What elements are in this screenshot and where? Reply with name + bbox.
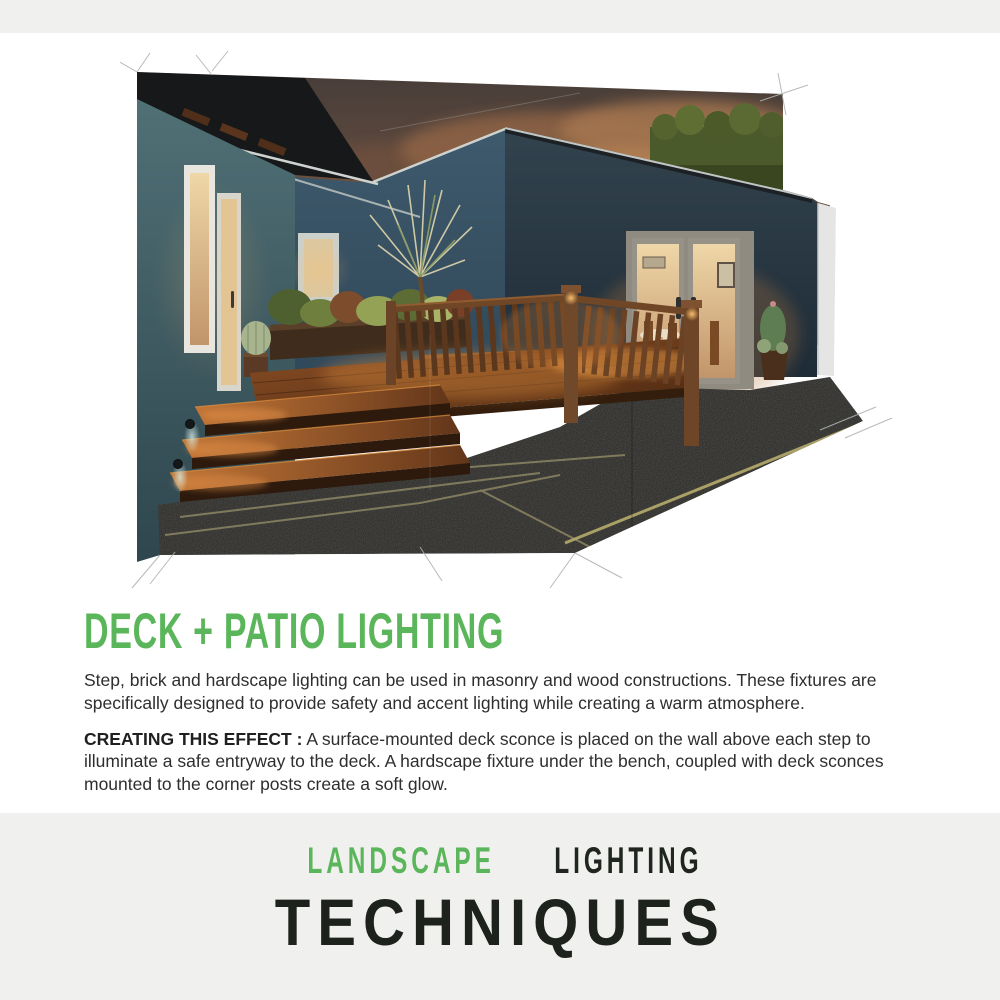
brand-line [0,840,1000,882]
brand-title: TECHNIQUES [274,885,726,959]
barrel-cactus [241,321,271,377]
end-post [386,301,396,385]
top-margin-band [0,0,1000,33]
post-sconce-glow [685,307,699,321]
brand-word-lighting: LIGHTING [553,840,703,881]
left-window [184,165,215,353]
article-heading: DECK + PATIO LIGHTING [84,603,505,659]
brand-word-landscape: LANDSCAPE [307,840,496,881]
corner-post [564,291,578,423]
effect-text: A surface-mounted deck sconce is placed on the wall above each step to illuminate a safe entryway to the deck. A hardscape fixture under the bench, coupled with deck sconces mounted to the corner posts create a soft glow. [84,728,884,794]
wall-sconce [174,460,183,469]
side-panel [818,203,836,376]
article-section [84,603,936,809]
deck-patio-illustration [120,35,900,595]
effect-label: CREATING THIS EFFECT : [84,728,303,749]
corner-post [684,306,699,446]
door-handle [231,291,234,308]
left-glass-door [217,193,241,391]
illustration-svg [120,35,900,595]
post-sconce-glow [564,291,578,305]
article-paragraph: Step, brick and hardscape lighting can be used in masonry and wood constructions. These fixtures are specifically designed to provide safety and accent lighting while creating a warm atmosphere. [84,670,877,713]
article-effect-paragraph [84,728,936,796]
brand-footer [0,813,1000,1000]
wall-sconce [186,420,195,429]
